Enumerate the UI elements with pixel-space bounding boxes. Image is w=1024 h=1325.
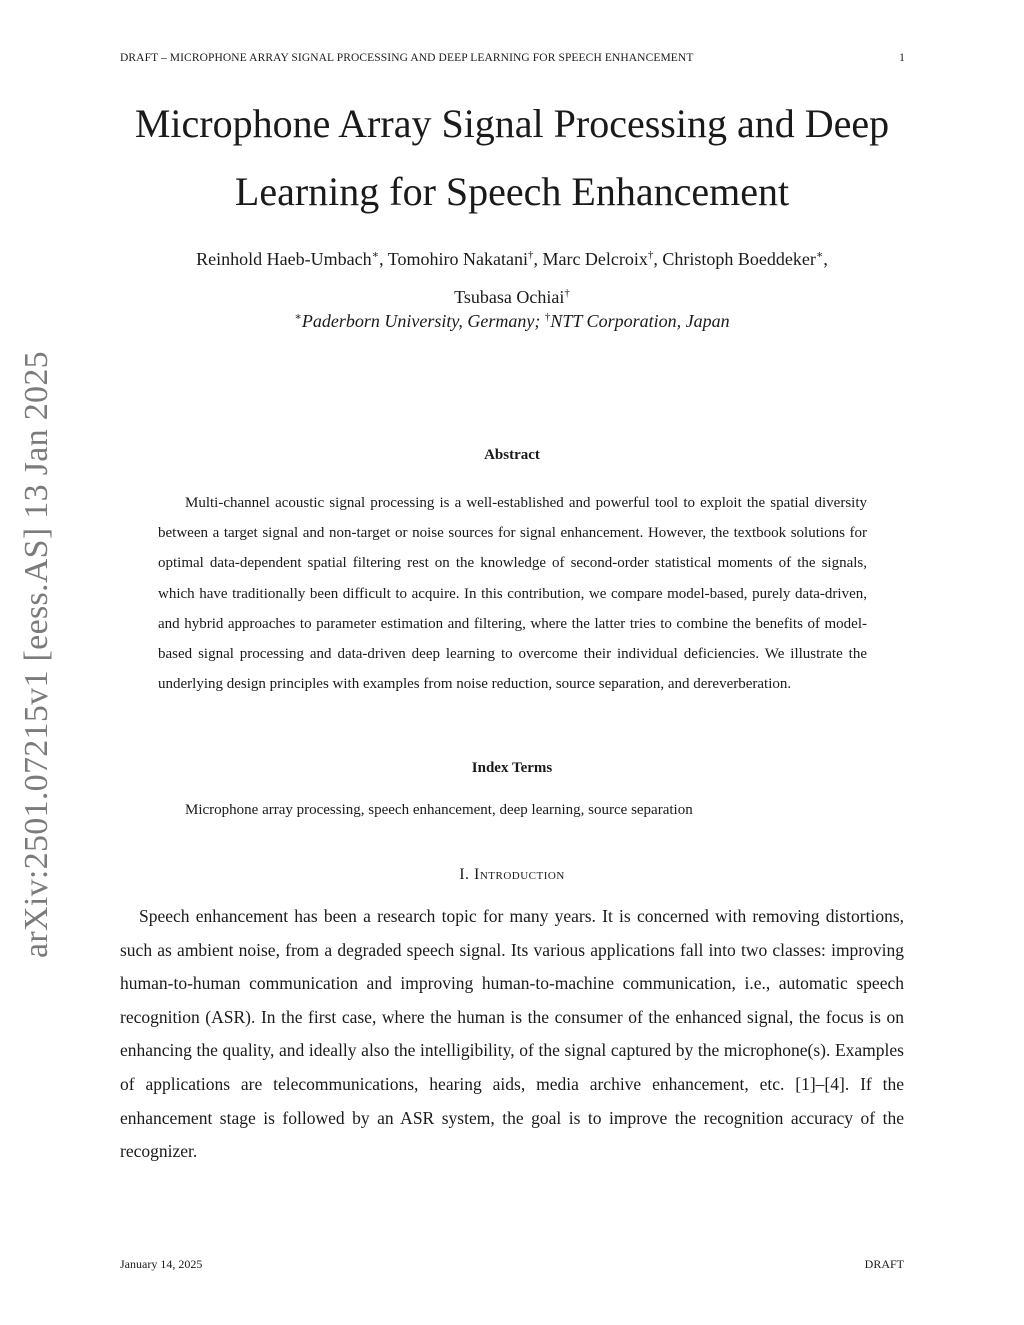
author-name: Tsubasa Ochiai (454, 287, 565, 307)
affiliations (110, 310, 914, 332)
running-header (120, 52, 905, 64)
author-name: Christoph Boeddeker (662, 249, 816, 269)
author-name: Reinhold Haeb-Umbach (196, 249, 372, 269)
introduction-heading (110, 866, 914, 884)
author-separator: , (653, 249, 663, 269)
affiliation-mark: † (544, 311, 551, 323)
author-separator: , (379, 249, 388, 269)
footer-date: January 14, 2025 (120, 1257, 203, 1271)
author-mark: † (647, 249, 654, 261)
author-mark: † (564, 287, 570, 299)
affiliation-text: NTT Corporation, Japan (550, 311, 730, 331)
author-separator: , (823, 249, 828, 269)
author-name: Tomohiro Nakatani (387, 249, 528, 269)
abstract-text: Multi-channel acoustic signal processing is a well-established and powerful tool to exploit the spatial diversity between a target signal and non-target or noise sources for signal enhancement. However, the textbook solutions for optimal data-dependent spatial filtering rest on the knowledge of second-order statistical moments of the signals, which have traditionally been difficult to acquire. In this contribution, we compare model-based, purely data-driven, and hybrid approaches to parameter estimation and filtering, where the latter tries to combine the benefits of model-based signal processing and data-driven deep learning to overcome their individual deficiencies. We illustrate the underlying design principles with examples from noise reduction, source separation, and dereverberation. (158, 495, 867, 693)
abstract-heading: Abstract (484, 447, 540, 463)
author-mark: ∗ (815, 249, 824, 261)
affiliation-text: Paderborn University, Germany; (301, 311, 545, 331)
page-number: 1 (899, 52, 905, 64)
author-list (110, 238, 914, 314)
arxiv-stamp[interactable]: arXiv:2501.07215v1 [eess.AS] 13 Jan 2025 (18, 351, 55, 958)
introduction-text: Speech enhancement has been a research topic for many years. It is concerned with removing distortions, such as ambient noise, from a degraded speech signal. Its various applications fall into two classes: improving human-to-human communication and improving human-to-machine communication, i.e., automatic speech recognition (ASR). In the first case, where the human is the consumer of the enhanced signal, the focus is on enhancing the quality, and ideally also the intelligibility, of the signal captured by the microphone(s). Examples of applications are telecommunications, hearing aids, media archive enhancement, etc. [1]–[4]. If the enhancement stage is followed by an ASR system, the goal is to improve the recognition accuracy of the recognizer. (120, 906, 904, 1162)
section-number: I. (459, 866, 475, 883)
running-title: DRAFT – MICROPHONE ARRAY SIGNAL PROCESSING AND DEEP LEARNING FOR SPEECH ENHANCEMENT (120, 52, 694, 64)
index-terms-text: Microphone array processing, speech enhancement, deep learning, source separation (185, 802, 693, 818)
index-terms-heading: Index Terms (471, 760, 553, 776)
section-title: Introduction (474, 866, 565, 883)
author-name: Marc Delcroix (542, 249, 648, 269)
footer-draft-label: DRAFT (864, 1257, 904, 1271)
author-mark: † (527, 249, 534, 261)
author-mark: ∗ (371, 249, 380, 261)
affiliation-mark: ∗ (294, 311, 302, 323)
author-separator: , (533, 249, 543, 269)
paper-title: Microphone Array Signal Processing and Deep Learning for Speech Enhancement (134, 101, 890, 214)
